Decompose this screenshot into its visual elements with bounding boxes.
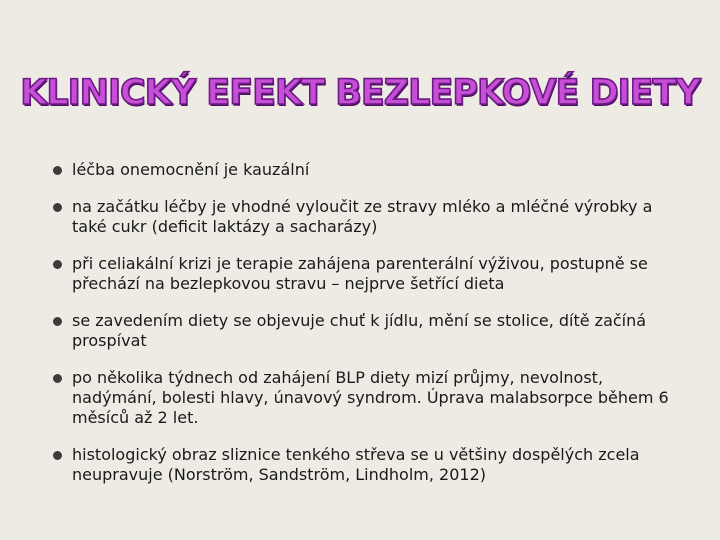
bullet-item — [52, 254, 692, 294]
bullet-dot-icon — [53, 260, 62, 269]
bullet-item — [52, 445, 692, 485]
bullet-list — [52, 160, 692, 502]
bullet-item — [52, 197, 692, 237]
bullet-text: léčba onemocnění je kauzální — [72, 160, 310, 179]
bullet-item — [52, 368, 692, 428]
slide-title: KLINICKÝ EFEKT BEZLEPKOVÉ DIETY — [20, 73, 700, 114]
bullet-dot-icon — [53, 166, 62, 175]
bullet-text: při celiakální krizi je terapie zahájena parenterální výživou, postupně se přechází na bezlepkovou stravu – nejprve šetřící dieta — [72, 254, 648, 293]
bullet-text: po několika týdnech od zahájení BLP diety mizí průjmy, nevolnost, nadýmání, bolesti hlavy, únavový syndrom. Úprava malabsorpce během 6 měsíců až 2 let. — [72, 368, 669, 427]
bullet-text: histologický obraz sliznice tenkého střeva se u většiny dospělých zcela neupravuje (Norström, Sandström, Lindholm, 2012) — [72, 445, 640, 484]
bullet-dot-icon — [53, 451, 62, 460]
bullet-dot-icon — [53, 374, 62, 383]
bullet-item — [52, 160, 692, 180]
bullet-dot-icon — [53, 203, 62, 212]
bullet-text: se zavedením diety se objevuje chuť k jídlu, mění se stolice, dítě začíná prospívat — [72, 311, 647, 350]
bullet-text: na začátku léčby je vhodné vyloučit ze stravy mléko a mléčné výrobky a také cukr (deficit laktázy a sacharázy) — [72, 197, 653, 236]
bullet-dot-icon — [53, 317, 62, 326]
bullet-item — [52, 311, 692, 351]
